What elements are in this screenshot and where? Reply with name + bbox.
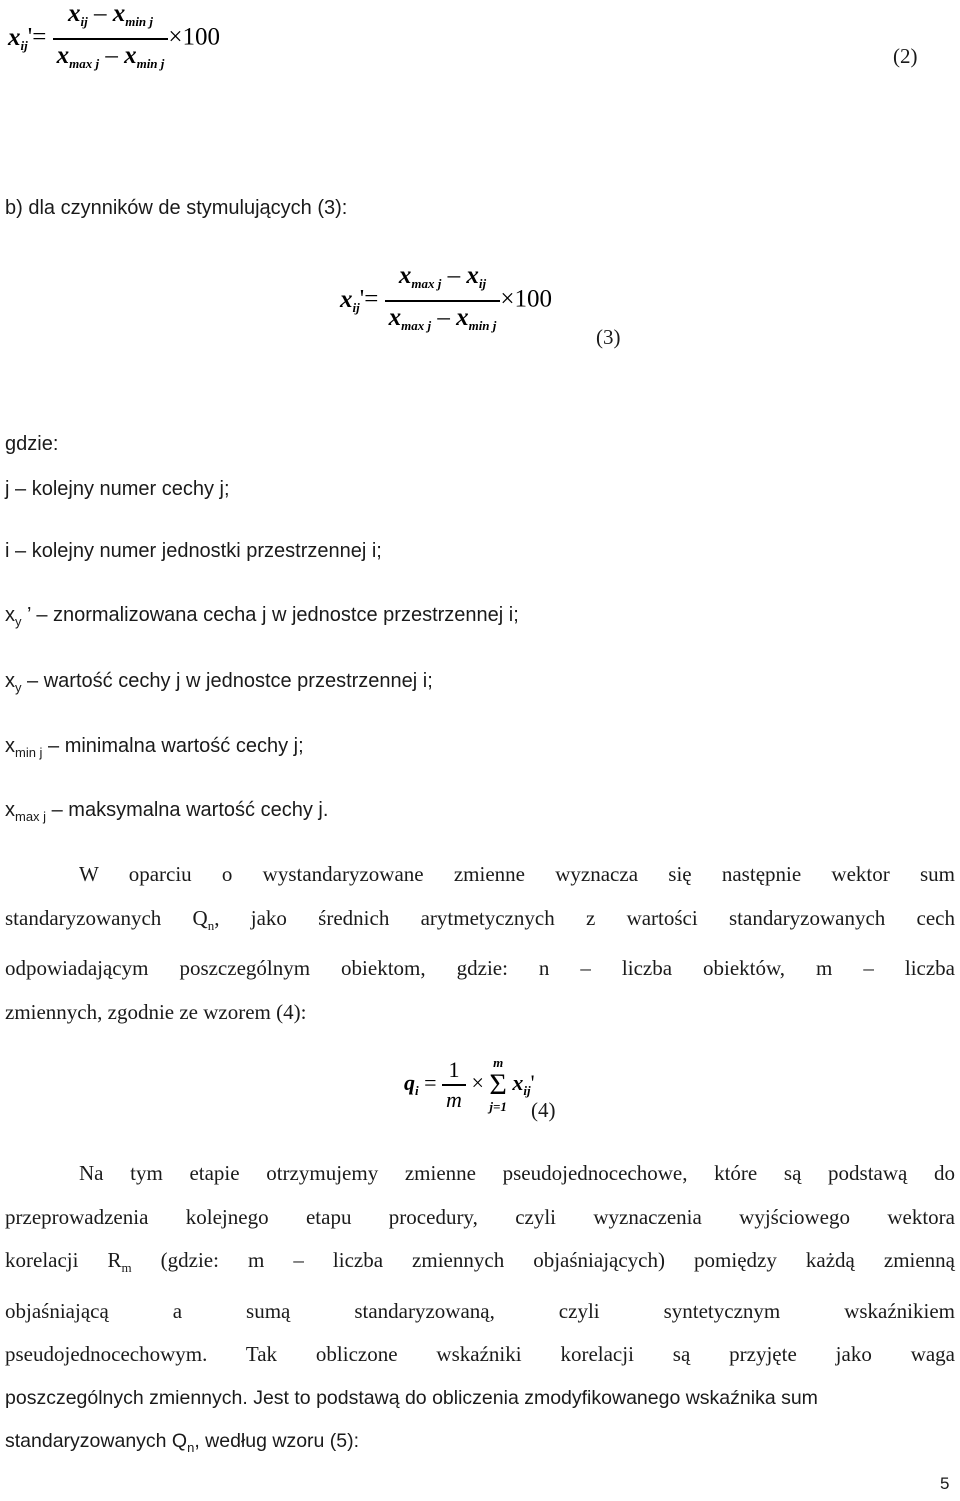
legend-item-i: i – kolejny numer jednostki przestrzennej i;: [5, 540, 382, 562]
eq2-times-100: ×100: [168, 23, 221, 51]
para1-line-3: odpowiadającym poszczególnym obiektom, gdzie: n – liczba obiektów, m – liczba: [5, 956, 955, 980]
eq4-equals: =: [424, 1070, 437, 1096]
para2-line-2: przeprowadzenia kolejnego etapu procedury, czyli wyznaczenia wyjściowego wektora: [5, 1204, 955, 1229]
equation-3-number: (3): [596, 325, 621, 349]
equation-2: [8, 0, 220, 78]
eq4-times: ×: [471, 1070, 484, 1096]
eq3-times-100: ×100: [500, 285, 553, 313]
eq2-fraction: $\frac{x_{ij} - x_{min j}}{x_{max j} - x_{min j}}$: [53, 0, 169, 78]
equation-3: [340, 262, 552, 340]
eq4-lhs: $q_i$: [404, 1070, 419, 1099]
para1-line-2: standaryzowanych $Q_n$, jako średnich arytmetycznych z wartości standaryzowanych cech: [5, 905, 956, 933]
eq4-fraction: $\frac{1}{m}$: [442, 1058, 466, 1112]
para2-line-5: pseudojednocechowym. Tak obliczone wskaźniki korelacji są przyjęte jako waga: [5, 1342, 955, 1366]
eq4-sum: m Σ j=1: [489, 1055, 507, 1114]
legend-item-min: $x_{min j}$ – minimalna wartość cechy j;: [5, 735, 304, 760]
para2-line-6: poszczególnych zmiennych. Jest to podstawą do obliczenia zmodyfikowanego wskaźnika sum: [5, 1386, 818, 1409]
para1-line-1: W oparciu o wystandaryzowane zmienne wyznacza się następnie wektor sum: [79, 862, 955, 886]
legend-header: gdzie:: [5, 433, 59, 455]
page-number: 5: [940, 1474, 950, 1493]
paragraph-2: [5, 1152, 955, 1470]
paragraph-1: [5, 853, 955, 1034]
equation-4-number: (4): [531, 1098, 556, 1122]
legend-item-j: j – kolejny numer cechy j;: [5, 478, 230, 500]
legend-item-max: $x_{max j}$ – maksymalna wartość cechy j.: [5, 799, 329, 824]
eq3-fraction: $\frac{x_{max j} - x_{ij}}{x_{max j} - x_{min j}}$: [385, 262, 501, 340]
para1-line-4: zmiennych, zgodnie ze wzorem (4):: [5, 999, 307, 1024]
eq4-term: $x_{ij}'$: [512, 1070, 535, 1099]
para2-line-7: standaryzowanych $Q_n$, według wzoru (5):: [5, 1430, 360, 1455]
equation-2-number: (2): [893, 44, 918, 68]
eq2-lhs: $x_{ij}$: [8, 23, 28, 53]
legend-item-value: $x_y$ – wartość cechy j w jednostce przestrzennej i;: [5, 670, 433, 695]
eq2-equals: '=: [27, 23, 47, 51]
eq3-lhs: $x_{ij}$: [340, 285, 360, 315]
para2-line-4: objaśniającą a sumą standaryzowaną, czyli syntetycznym wskaźnikiem: [5, 1298, 955, 1323]
para2-line-3: korelacji $R_m$ (gdzie: m – liczba zmiennych objaśniających) pomiędzy każdą zmienną: [5, 1248, 955, 1275]
legend-item-normalized: $x_y$ ’ – znormalizowana cecha j w jednostce przestrzennej i;: [5, 604, 519, 629]
eq3-equals: '=: [359, 285, 379, 313]
equation-4: [404, 1055, 535, 1115]
para2-line-1: Na tym etapie otrzymujemy zmienne pseudojednocechowe, które są podstawą do: [79, 1161, 955, 1185]
intro-b: b) dla czynników de stymulujących (3):: [5, 197, 348, 219]
